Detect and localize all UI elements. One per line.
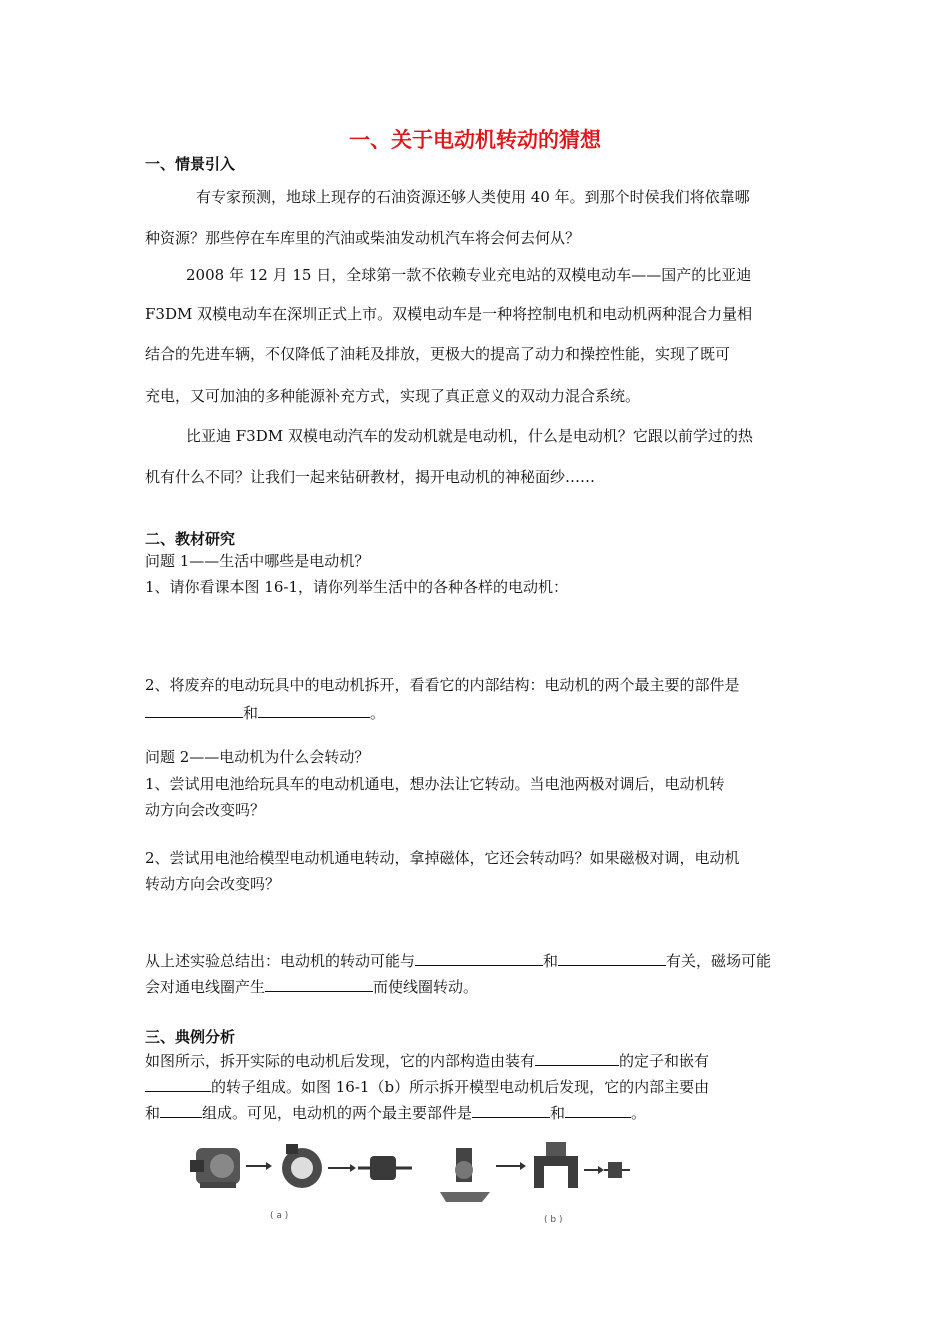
question-2: 问题 2——电动机为什么会转动？ — [145, 748, 370, 766]
rotor-icon — [358, 1156, 412, 1180]
paragraph-line: 充电，又可加油的多种能源补充方式，实现了真正意义的双动力混合系统。 — [145, 387, 641, 405]
paragraph-line: 结合的先进车辆，不仅降低了油耗及排放，更极大的提高了动力和操控性能，实现了既可 — [145, 345, 731, 363]
question-2-item-1-line: 动方向会改变吗？ — [145, 801, 266, 819]
arrow-icon — [246, 1162, 272, 1170]
connector-text: 和 — [145, 1104, 161, 1122]
summary-text: 会对通电线圈产生 — [145, 978, 266, 996]
paragraph-line: 2008 年 12 月 15 日，全球第一款不依赖专业充电站的双模电动车——国产的比亚迪 — [186, 266, 752, 284]
summary-text: 而使线圈转动。 — [373, 978, 479, 996]
answer-blank[interactable] — [145, 1077, 211, 1092]
motor-disassembly-figure — [190, 1136, 630, 1226]
caption-b: ( b ) — [544, 1215, 563, 1225]
answer-blank[interactable] — [265, 977, 373, 992]
answer-line-parts — [145, 703, 385, 721]
armature-icon — [604, 1162, 630, 1178]
question-2-item-1-line: 1、尝试用电池给玩具车的电动机通电，想办法让它转动。当电池两极对调后，电动机转 — [145, 775, 725, 793]
example-line-2 — [145, 1077, 709, 1095]
motor-figure-svg — [190, 1136, 630, 1226]
question-1: 问题 1——生活中哪些是电动机？ — [145, 552, 370, 570]
paragraph-line: 有专家预测，地球上现存的石油资源还够人类使用 40 年。到那个时侯我们将依靠哪 — [196, 188, 750, 206]
model-motor-icon — [440, 1148, 490, 1202]
page-title: 一、关于电动机转动的猜想 — [349, 128, 601, 152]
question-1-item-2: 2、将废弃的电动玩具中的电动机拆开，看看它的内部结构：电动机的两个最主要的部件是 — [145, 676, 740, 694]
punctuation: 。 — [631, 1104, 647, 1122]
answer-blank[interactable] — [535, 1051, 619, 1066]
answer-blank[interactable] — [415, 951, 543, 966]
answer-blank[interactable] — [145, 703, 243, 718]
summary-text: 有关，磁场可能 — [666, 952, 772, 970]
stator-icon — [282, 1144, 322, 1188]
paragraph-line: 种资源？那些停在车库里的汽油或柴油发动机汽车将会何去何从？ — [145, 229, 581, 247]
answer-blank[interactable] — [160, 1103, 202, 1118]
arrow-icon — [328, 1164, 356, 1172]
question-1-item-1: 1、请你看课本图 16-1，请你列举生活中的各种各样的电动机： — [145, 578, 569, 596]
paragraph-line: 机有什么不同？让我们一起来钻研教材，揭开电动机的神秘面纱…… — [145, 468, 596, 486]
connector-text: 和 — [543, 952, 559, 970]
question-2-item-2-line: 转动方向会改变吗？ — [145, 875, 281, 893]
answer-blank[interactable] — [558, 951, 666, 966]
example-text: 的转子组成。如图 16-1（b）所示拆开模型电动机后发现，它的内部主要由 — [211, 1078, 710, 1096]
punctuation: 。 — [370, 704, 386, 722]
arrow-icon — [496, 1162, 526, 1170]
answer-blank[interactable] — [258, 703, 370, 718]
summary-text: 从上述实验总结出：电动机的转动可能与 — [145, 952, 416, 970]
example-text: 如图所示，拆开实际的电动机后发现，它的内部构造由装有 — [145, 1052, 536, 1070]
example-text: 组成。可见，电动机的两个最主要部件是 — [202, 1104, 473, 1122]
connector-text: 和 — [243, 704, 259, 722]
caption-a: ( a ) — [270, 1211, 289, 1221]
section-heading-example: 三、典例分析 — [145, 1028, 236, 1046]
real-motor-icon — [190, 1148, 240, 1188]
magnet-icon — [534, 1142, 578, 1188]
example-line-3 — [145, 1103, 646, 1121]
answer-blank[interactable] — [565, 1103, 631, 1118]
summary-line-1 — [145, 951, 771, 969]
question-2-item-2-line: 2、尝试用电池给模型电动机通电转动，拿掉磁体，它还会转动吗？如果磁极对调，电动机 — [145, 849, 740, 867]
section-heading-intro: 一、情景引入 — [145, 155, 236, 173]
arrow-icon — [584, 1166, 604, 1174]
paragraph-line: 比亚迪 F3DM 双模电动汽车的发动机就是电动机，什么是电动机？它跟以前学过的热 — [186, 427, 753, 445]
answer-blank[interactable] — [472, 1103, 550, 1118]
example-line-1 — [145, 1051, 709, 1069]
section-heading-study: 二、教材研究 — [145, 530, 236, 548]
paragraph-line: F3DM 双模电动车在深圳正式上市。双模电动车是一种将控制电机和电动机两种混合力量相 — [145, 305, 753, 323]
connector-text: 和 — [550, 1104, 566, 1122]
summary-line-2 — [145, 977, 478, 995]
example-text: 的定子和嵌有 — [619, 1052, 710, 1070]
